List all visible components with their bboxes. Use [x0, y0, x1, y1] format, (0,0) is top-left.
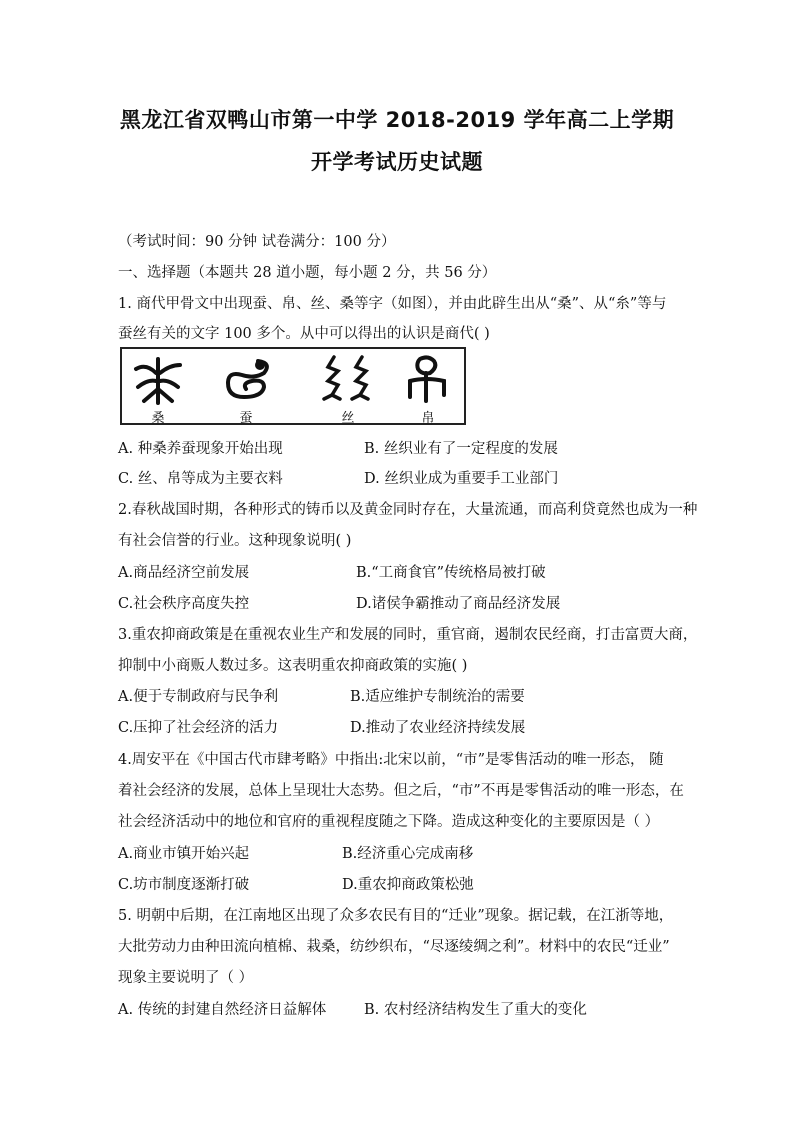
mulberry-glyph-icon: [130, 353, 186, 405]
exam-title-line2: 开学考试历史试题: [311, 150, 483, 174]
q4-stem-line1: 4.周安平在《中国古代市肆考略》中指出:北宋以前，“市”是零售活动的唯一形态， 随: [118, 752, 664, 768]
q5-stem-line3: 现象主要说明了（ ）: [118, 970, 254, 986]
q3-option-d: D.推动了农业经济持续发展: [350, 720, 526, 736]
q1-option-a: A. 种桑养蚕现象开始出现: [118, 441, 283, 457]
silkworm-glyph-icon: [218, 353, 278, 405]
q1-option-c: C. 丝、帛等成为主要衣料: [118, 471, 283, 487]
q5-option-a: A. 传统的封建自然经济日益解体: [118, 1002, 327, 1018]
q2-stem-line2: 有社会信誉的行业。这种现象说明( ): [118, 533, 352, 549]
oracle-bone-figure: [120, 347, 466, 425]
q2-stem-line1: 2.春秋战国时期，各种形式的铸币以及黄金同时存在，大量流通，而高利贷竟然也成为一种: [118, 502, 698, 518]
q4-stem-line3: 社会经济活动中的地位和官府的重视程度随之下降。造成这种变化的主要原因是（ ）: [118, 814, 660, 830]
q3-stem-line1: 3.重农抑商政策是在重视农业生产和发展的同时，重官商，遏制农民经商，打击富贾大商，: [118, 627, 698, 643]
q2-option-c: C.社会秩序高度失控: [118, 596, 250, 612]
q4-stem-line2: 着社会经济的发展，总体上呈现壮大态势。但之后，“市”不再是零售活动的唯一形态，在: [118, 783, 684, 799]
q5-stem-line2: 大批劳动力由种田流向植棉、栽桑，纺纱织布，“尽逐绫绸之利”。材料中的农民“迁业”: [118, 939, 670, 955]
q1-stem-line1: 1. 商代甲骨文中出现蚕、帛、丝、桑等字（如图），并由此辟生出从“桑”、从“糸”等与: [118, 296, 667, 312]
q2-option-b: B.“工商食官”传统格局被打破: [356, 565, 546, 581]
exam-info: （考试时间：90 分钟 试卷满分：100 分）: [118, 234, 396, 250]
q4-option-a: A.商业市镇开始兴起: [118, 846, 250, 862]
q3-option-c: C.压抑了社会经济的活力: [118, 720, 279, 736]
caption-si: 丝: [341, 411, 355, 426]
section-heading: 一、选择题（本题共 28 道小题，每小题 2 分，共 56 分）: [118, 265, 497, 281]
q4-option-c: C.坊市制度逐渐打破: [118, 877, 250, 893]
caption-sang: 桑: [151, 411, 165, 426]
q3-stem-line2: 抑制中小商贩人数过多。这表明重农抑商政策的实施( ): [118, 658, 468, 674]
q2-option-d: D.诸侯争霸推动了商品经济发展: [356, 596, 561, 612]
q5-stem-line1: 5. 明朝中后期，在江南地区出现了众多农民有目的“迁业”现象。据记载，在江浙等地，: [118, 908, 674, 924]
q4-option-d: D.重农抑商政策松弛: [342, 877, 474, 893]
q1-option-d: D. 丝织业成为重要手工业部门: [364, 471, 559, 487]
q2-option-a: A.商品经济空前发展: [118, 565, 250, 581]
q5-option-b: B. 农村经济结构发生了重大的变化: [364, 1002, 587, 1018]
silk-glyph-icon: [318, 353, 378, 405]
q1-option-b: B. 丝织业有了一定程度的发展: [364, 441, 558, 457]
q4-option-b: B.经济重心完成南移: [342, 846, 474, 862]
q1-stem-line2: 蚕丝有关的文字 100 多个。从中可以得出的认识是商代( ): [118, 326, 490, 342]
caption-bo: 帛: [421, 411, 435, 426]
q3-option-a: A.便于专制政府与民争利: [118, 689, 279, 705]
silk-cloth-glyph-icon: [400, 353, 456, 405]
exam-title-line1: 黑龙江省双鸭山市第一中学 2018-2019 学年高二上学期: [119, 108, 675, 132]
q3-option-b: B.适应维护专制统治的需要: [350, 689, 525, 705]
caption-can: 蚕: [239, 411, 253, 426]
